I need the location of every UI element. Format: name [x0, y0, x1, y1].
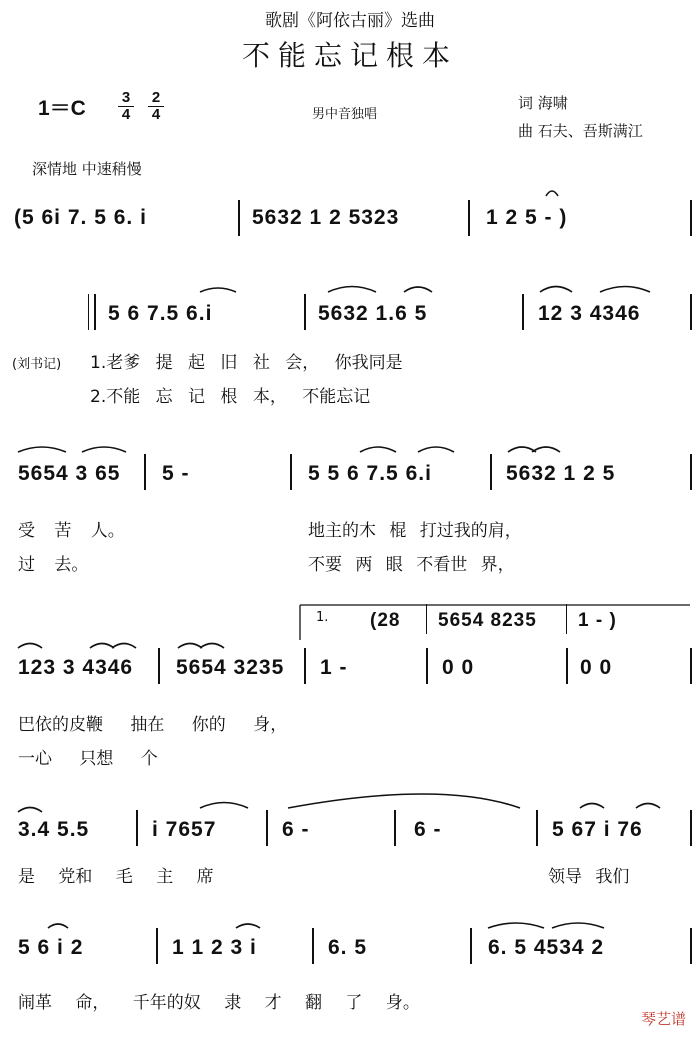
barline [238, 200, 240, 236]
barline [566, 648, 568, 684]
measure-notes: 12 3 4346 [538, 302, 641, 325]
slur [18, 447, 66, 452]
measure-notes: 5654 3 65 [18, 462, 121, 485]
barline [490, 454, 492, 490]
barline [394, 810, 396, 846]
watermark-logo: 琴艺谱 [640, 1010, 686, 1028]
measure-notes: 6 - [282, 818, 310, 841]
barline [144, 454, 146, 490]
lyrics-verse-2: 2.不能 忘 记 根 本， 不能忘记 [90, 387, 371, 407]
measure-notes: 5632 1 2 5 [506, 462, 616, 485]
barline [304, 294, 306, 330]
repeat-start-barline [88, 294, 89, 330]
slur [418, 447, 454, 452]
slur [82, 447, 126, 452]
final-barline [690, 200, 692, 236]
role-label: (刘书记) [12, 357, 62, 372]
measure-notes: 1 - [320, 656, 348, 679]
lyrics-verse-2: 不要 两 眼 不看世 界， [308, 555, 515, 575]
measure-notes: 5632 1.6 5 [318, 302, 428, 325]
prelude-measure-1: (5 6i 7. 5 6. i [14, 206, 147, 229]
slur [404, 287, 432, 292]
slur [48, 924, 68, 928]
slur [200, 803, 248, 809]
performance-type: 男中音独唱 [312, 107, 378, 122]
repeat-start-barline-thick [94, 294, 96, 330]
measure-notes: i 7657 [152, 818, 217, 841]
barline [156, 928, 158, 964]
interlude-notes: (28 [370, 610, 401, 631]
slur [18, 644, 42, 649]
measure-notes: 1 1 2 3 i [172, 936, 257, 959]
measure-notes: 5 6 7.5 6.i [108, 302, 213, 325]
measure-notes: 5 6 i 2 [18, 936, 84, 959]
barline [158, 648, 160, 684]
tie-long [288, 794, 520, 808]
song-title: 不能忘记根本 [241, 39, 458, 72]
barline [536, 810, 538, 846]
slur [360, 447, 396, 452]
barline [690, 928, 692, 964]
measure-notes: 6 - [414, 818, 442, 841]
slur [552, 923, 604, 928]
barline [690, 810, 692, 846]
measure-notes: 6. 5 [328, 936, 368, 959]
barline [426, 648, 428, 684]
barline [690, 294, 692, 330]
volta-number: 1. [316, 610, 329, 625]
measure-notes: 0 0 [580, 656, 613, 679]
opera-subtitle: 歌剧《阿依古丽》选曲 [265, 11, 435, 31]
slur [580, 804, 604, 809]
measure-notes: 5654 3235 [176, 656, 285, 679]
slur [90, 644, 114, 649]
lyrics-verse-1: 地主的木 棍 打过我的肩， [308, 521, 522, 541]
measure-notes: 5 5 6 7.5 6.i [308, 462, 432, 485]
time-signature-2-4: $\frac{2}{4}$ [148, 90, 164, 123]
lyrics: 领导 我们 [548, 867, 630, 887]
barline [566, 604, 567, 634]
lyrics: 闹革 命， 千年的奴 隶 才 翻 了 身。 [18, 993, 420, 1013]
lyricist-credit: 词 海啸 [518, 94, 568, 112]
lyrics-verse-2: 过 去。 [18, 555, 89, 575]
lyrics-verse-1: 1.老爹 提 起 旧 社 会， 你我同是 [90, 353, 403, 373]
prelude-measure-3: 1 2 5 - ) [486, 206, 568, 229]
barline [690, 454, 692, 490]
measure-notes: 0 0 [442, 656, 475, 679]
barline [690, 648, 692, 684]
interlude-notes: 5654 8235 [438, 610, 537, 631]
measure-notes: 123 3 4346 [18, 656, 134, 679]
time-signature-3-4: $\frac{3}{4}$ [118, 90, 134, 123]
barline [304, 648, 306, 684]
barline [312, 928, 314, 964]
lyrics-verse-2: 一心 只想 个 [18, 749, 158, 769]
barline [522, 294, 524, 330]
slur [540, 287, 572, 293]
measure-notes: 3.4 5.5 [18, 818, 90, 841]
slur [112, 644, 136, 649]
slur [600, 287, 650, 293]
slur [488, 923, 544, 928]
lyrics-verse-1: 巴依的皮鞭 抽在 你的 身， [18, 715, 288, 735]
measure-notes: 6. 5 4534 2 [488, 936, 605, 959]
composer-credit: 曲 石夫、吾斯满江 [518, 122, 643, 140]
slur [636, 804, 660, 809]
barline [426, 604, 427, 634]
slur [178, 644, 202, 649]
slur [328, 287, 376, 293]
fermata-mark [546, 191, 558, 196]
key-signature: 1＝C [38, 97, 86, 120]
slur [200, 288, 236, 292]
prelude-measure-2: 5632 1 2 5323 [252, 206, 400, 229]
barline [470, 928, 472, 964]
barline [266, 810, 268, 846]
slur [18, 808, 42, 813]
measure-notes: 5 - [162, 462, 190, 485]
barline [290, 454, 292, 490]
barline [136, 810, 138, 846]
barline [468, 200, 470, 236]
tempo-marking: 深情地 中速稍慢 [32, 160, 142, 178]
interlude-notes: 1 - ) [578, 610, 617, 631]
slur [236, 924, 260, 928]
lyrics: 是 党和 毛 主 席 [18, 867, 214, 887]
lyrics-verse-1: 受 苦 人。 [18, 521, 125, 541]
measure-notes: 5 67 i 76 [552, 818, 643, 841]
slur [200, 644, 224, 649]
